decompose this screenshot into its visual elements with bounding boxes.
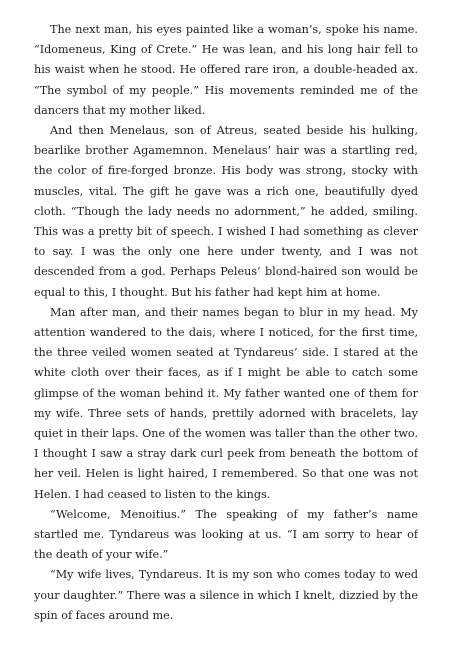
- book-page: [34, 20, 418, 630]
- paragraph-menelaus: And then Menelaus, son of Atreus, seated beside his hulking, bearlike brother Agamemnon. Menelaus’ hair was a startling red, the color of fire-forged bronze. His body was strong, stocky with muscles, vital. The gift he gave was a rich one, beautifully dyed cloth. “Though the lady needs no adornment,” he added, smiling. This was a pretty bit of speech. I wished I had something as clever to say. I was the only one here under twenty, and I was not descended from a god. Perhaps Peleus’ blond-haired son would be equal to this, I thought. But his father had kept him at home.: [34, 124, 418, 299]
- paragraph-idomeneus: The next man, his eyes painted like a woman’s, spoke his name. “Idomeneus, King of Crete.” He was lean, and his long hair fell to his waist when he stood. He offered rare iron, a double-headed ax. “The symbol of my people.” His movements reminded me of the dancers that my mother liked.: [34, 23, 418, 117]
- paragraph-welcome-menoitius: “Welcome, Menoitius.” The speaking of my father’s name startled me. Tyndareus was looking at us. “I am sorry to hear of the death of your wife.”: [34, 507, 418, 562]
- paragraph-my-wife-lives: “My wife lives, Tyndareus. It is my son who comes today to wed your daughter.” There was a silence in which I knelt, dizzied by the spin of faces around me.: [34, 568, 418, 622]
- paragraph-veiled-women: Man after man, and their names began to blur in my head. My attention wandered to the dais, where I noticed, for the first time, the three veiled women seated at Tyndareus’ side. I stared at the white cloth over their faces, as if I might be able to catch some glimpse of the woman behind it. My father wanted one of them for my wife. Three sets of hands, prettily adorned with bracelets, lay quiet in their laps. One of the women was taller than the other two. I thought I saw a stray dark curl peek from beneath the bottom of her veil. Helen is light haired, I remembered. So that one was not Helen. I had ceased to listen to the kings.: [34, 305, 418, 501]
